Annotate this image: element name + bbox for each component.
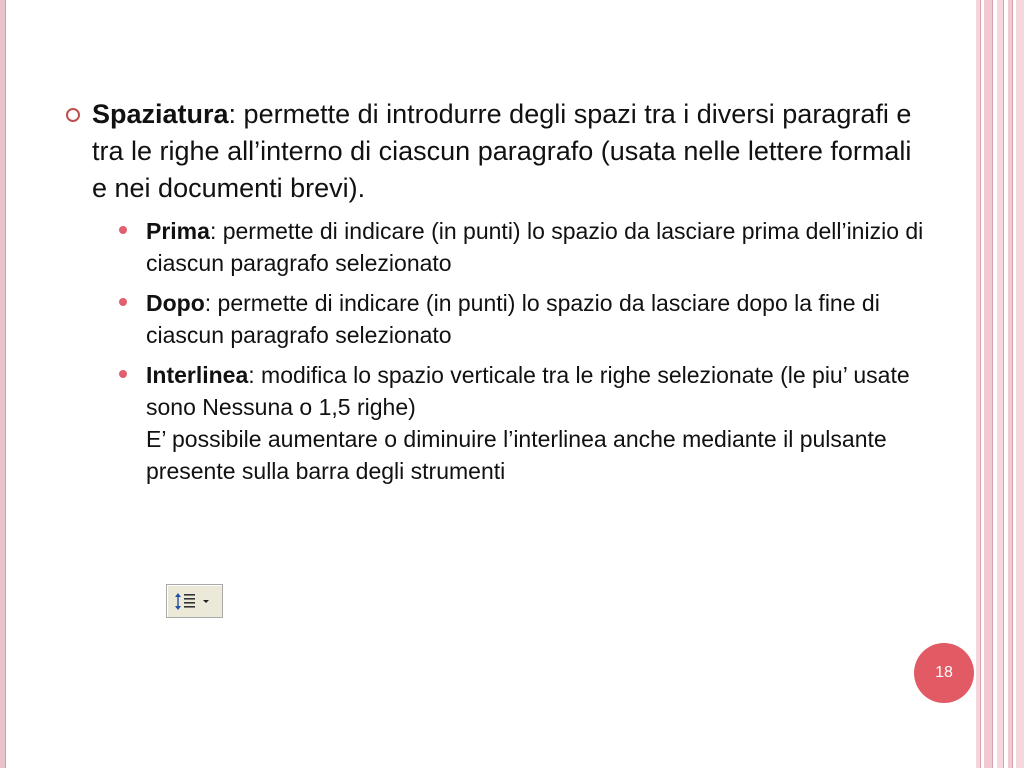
term-prima: Prima <box>146 218 210 244</box>
term-spaziatura: Spaziatura <box>92 99 229 129</box>
dot-bullet-icon <box>119 370 127 378</box>
page-number-badge: 18 <box>914 643 974 703</box>
left-border <box>0 0 6 768</box>
dot-bullet-icon <box>119 226 127 234</box>
right-decorative-stripes <box>976 0 1024 768</box>
term-dopo: Dopo <box>146 290 205 316</box>
term-interlinea: Interlinea <box>146 362 249 388</box>
sub-bullet-item <box>66 287 926 351</box>
line-spacing-button[interactable] <box>166 584 223 618</box>
slide-content <box>66 96 926 495</box>
sub-bullet-item <box>66 215 926 279</box>
sub-bullet-item <box>66 359 926 487</box>
dot-bullet-icon <box>119 298 127 306</box>
line-spacing-icon <box>167 585 222 617</box>
sub-item-text: : permette di indicare (in punti) lo spazio da lasciare dopo la fine di ciascun paragrafo selezionato <box>146 290 880 348</box>
main-bullet-item <box>66 96 926 207</box>
sub-item-text: : permette di indicare (in punti) lo spazio da lasciare prima dell’inizio di ciascun paragrafo selezionato <box>146 218 924 276</box>
ring-bullet-icon <box>66 108 80 122</box>
sub-item-note: E’ possibile aumentare o diminuire l’interlinea anche mediante il pulsante presente sulla barra degli strumenti <box>146 426 887 484</box>
main-item-text: : permette di introdurre degli spazi tra i diversi paragrafi e tra le righe all’interno di ciascun paragrafo (usata nelle lettere formali e nei documenti brevi). <box>92 99 912 203</box>
sub-item-text: : modifica lo spazio verticale tra le righe selezionate (le piu’ usate sono Nessuna o 1,5 righe) <box>146 362 910 420</box>
